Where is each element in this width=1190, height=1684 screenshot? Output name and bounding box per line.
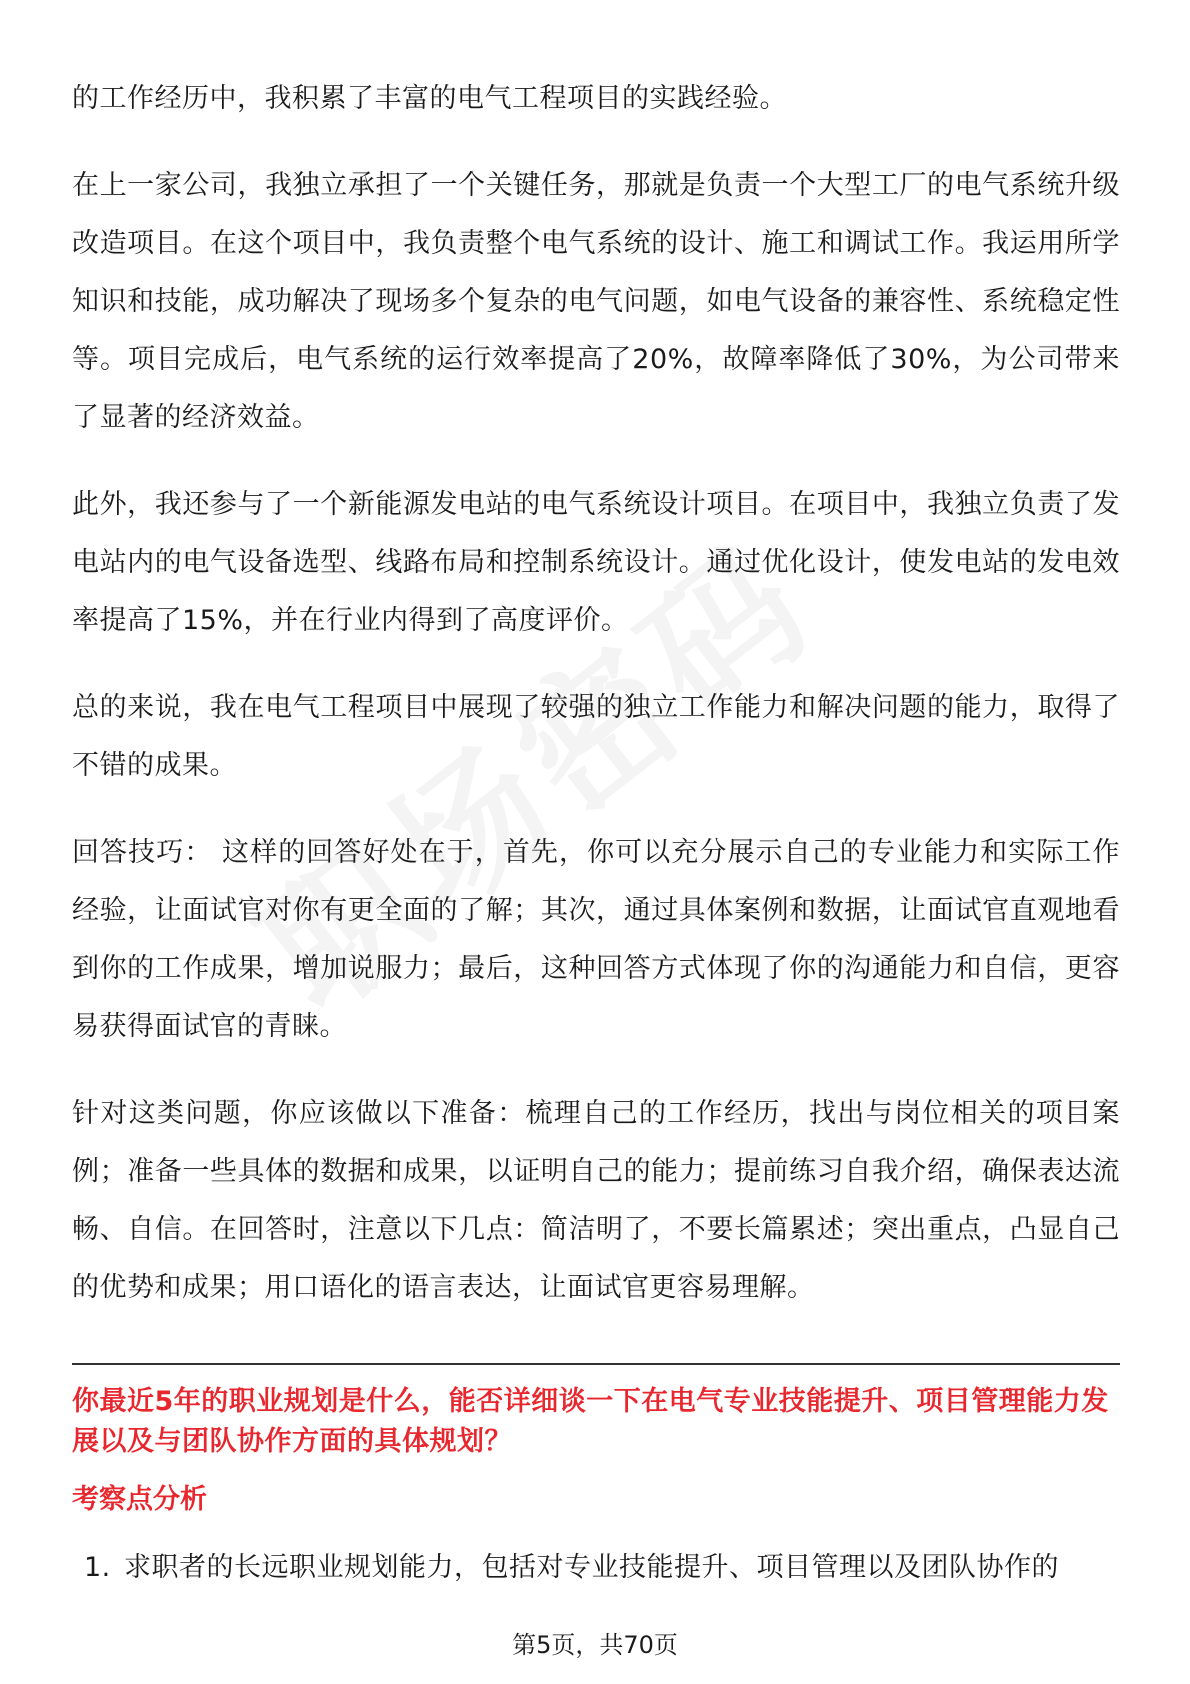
section-heading: 考察点分析: [72, 1484, 207, 1515]
list-item: [84, 1548, 1124, 1588]
list-item-number: 1.: [84, 1552, 111, 1583]
paragraph-2: 在上一家公司，我独立承担了一个关键任务，那就是负责一个大型工厂的电气系统升级改造项目。在这个项目中，我负责整个电气系统的设计、施工和调试工作。我运用所学知识和技能，成功解决了现场多个复杂的电气问题，如电气设备的兼容性、系统稳定性等。项目完成后，电气系统的运行效率提高了20%，故障率降低了30%，为公司带来了显著的经济效益。: [72, 170, 1120, 433]
paragraph-1: 的工作经历中，我积累了丰富的电气工程项目的实践经验。: [72, 83, 787, 114]
page-footer: 第5页，共70页: [512, 1631, 678, 1659]
paragraph-6: 针对这类问题，你应该做以下准备：梳理自己的工作经历，找出与岗位相关的项目案例；准备一些具体的数据和成果，以证明自己的能力；提前练习自我介绍，确保表达流畅、自信。在回答时，注意以下几点：简洁明了，不要长篇累述；突出重点，凸显自己的优势和成果；用口语化的语言表达，让面试官更容易理解。: [72, 1098, 1120, 1303]
list-item-text: 求职者的长远职业规划能力，包括对专业技能提升、项目管理以及团队协作的: [124, 1552, 1059, 1583]
interview-question: 你最近5年的职业规划是什么，能否详细谈一下在电气专业技能提升、项目管理能力发展以及与团队协作方面的具体规划？: [72, 1386, 1109, 1457]
paragraph-3: 此外，我还参与了一个新能源发电站的电气系统设计项目。在项目中，我独立负责了发电站内的电气设备选型、线路布局和控制系统设计。通过优化设计，使发电站的发电效率提高了15%，并在行业内得到了高度评价。: [72, 489, 1120, 636]
answer-body: [72, 70, 1120, 1346]
paragraph-4: 总的来说，我在电气工程项目中展现了较强的独立工作能力和解决问题的能力，取得了不错的成果。: [72, 692, 1120, 781]
section-divider: [72, 1363, 1120, 1365]
paragraph-5: 回答技巧： 这样的回答好处在于，首先，你可以充分展示自己的专业能力和实际工作经验，让面试官对你有更全面的了解；其次，通过具体案例和数据，让面试官直观地看到你的工作成果，增加说服力；最后，这种回答方式体现了你的沟通能力和自信，更容易获得面试官的青睐。: [72, 837, 1120, 1042]
